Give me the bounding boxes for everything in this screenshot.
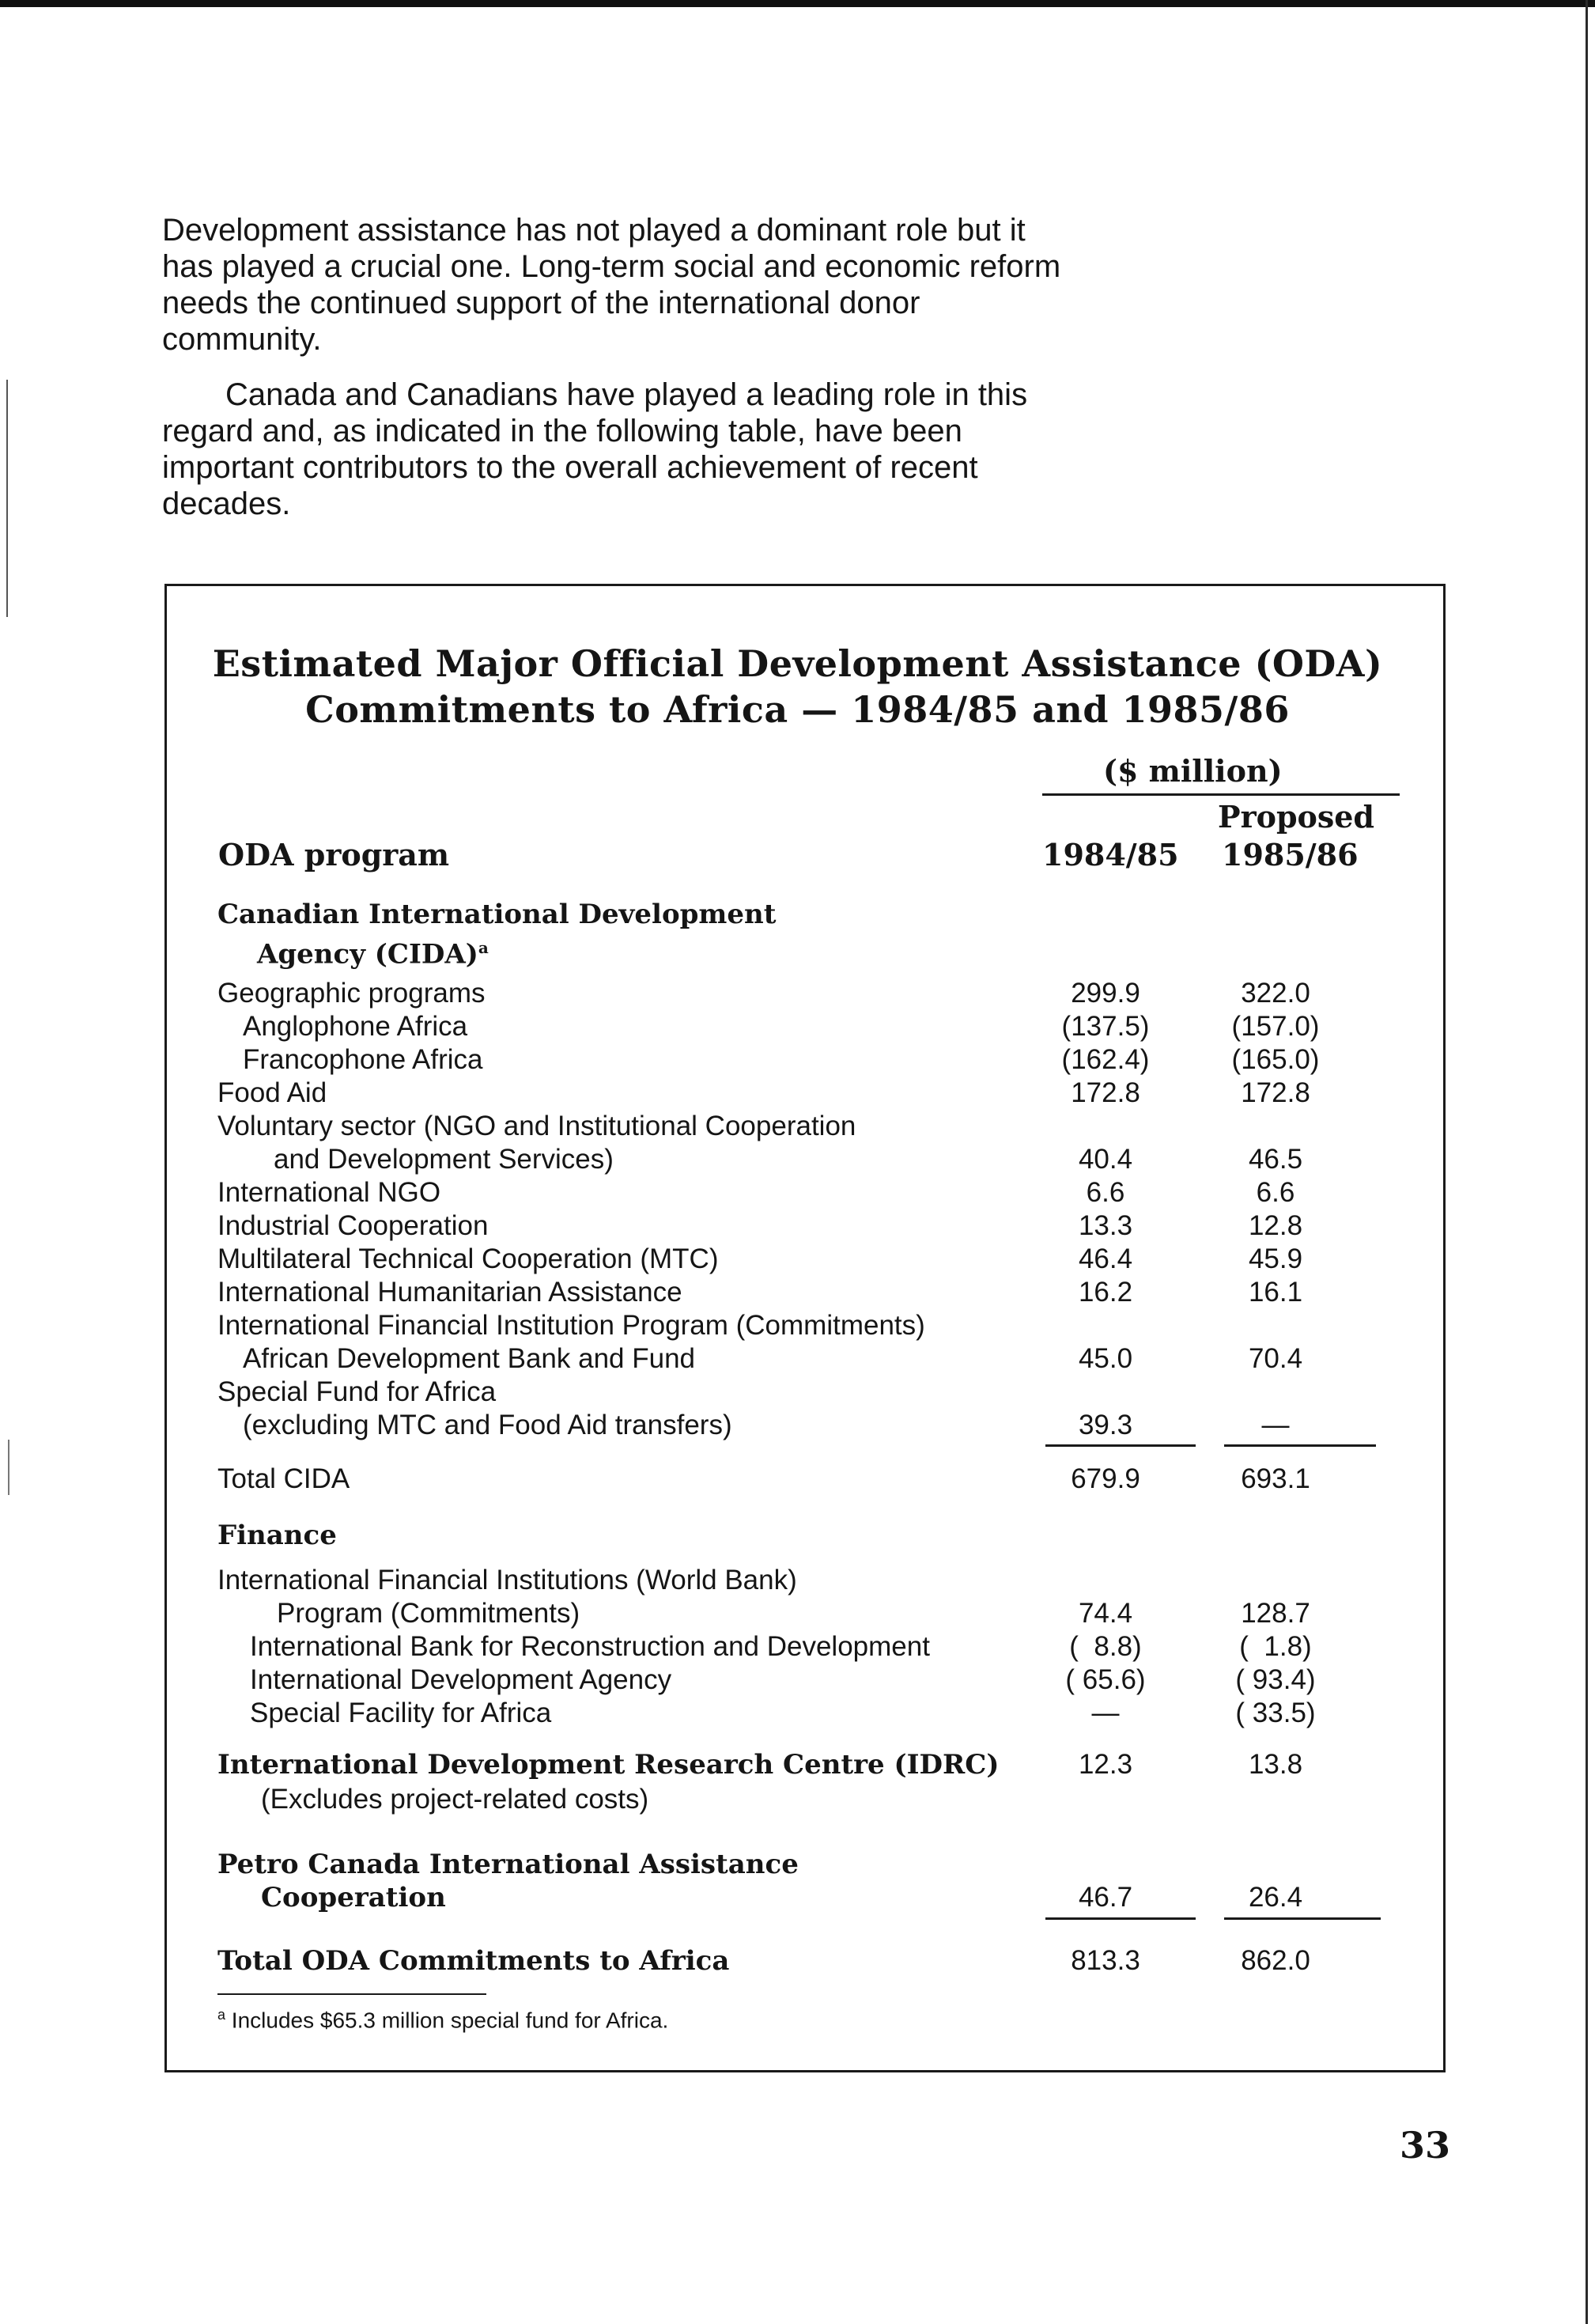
value-1985: 172.8 [1241, 1077, 1310, 1108]
proposed-header: Proposed [1218, 799, 1374, 835]
idrc-heading: International Development Research Centre (IDRC) [217, 1749, 1000, 1781]
value-1985: 13.8 [1248, 1749, 1303, 1780]
finance-heading: Finance [217, 1520, 337, 1551]
value-1985: — [1261, 1410, 1290, 1440]
scan-mark [8, 1440, 9, 1495]
value-1985: 45.9 [1248, 1243, 1303, 1274]
value-1984: (162.4) [1061, 1044, 1150, 1075]
table-title-line-1: Estimated Major Official Development Assistance (ODA) [212, 642, 1383, 685]
table-row: Special Facility for Africa [250, 1698, 552, 1728]
scan-mark [6, 380, 8, 617]
page-edge [1586, 0, 1588, 2324]
value-1984: 679.9 [1071, 1463, 1140, 1494]
table-row: Multilateral Technical Cooperation (MTC) [217, 1243, 719, 1274]
footnote-marker: a [217, 2007, 226, 2023]
table-row: Voluntary sector (NGO and Institutional Cooperation [217, 1111, 856, 1141]
intro-text [162, 212, 1079, 541]
cida-heading-text: Agency (CIDA) [257, 938, 478, 971]
value-1985: 12.8 [1248, 1210, 1303, 1241]
value-1984: 74.4 [1078, 1598, 1133, 1629]
footnote-text: Includes $65.3 million special fund for Africa. [231, 2008, 669, 2033]
value-1985: ( 93.4) [1235, 1664, 1316, 1695]
value-1984: 46.4 [1078, 1243, 1133, 1274]
value-1985: 16.1 [1248, 1277, 1303, 1308]
year-1985-header: 1985/86 [1222, 837, 1359, 872]
value-1985: 46.5 [1248, 1144, 1303, 1175]
table-row: Francophone Africa [243, 1044, 483, 1075]
value-1985: 322.0 [1241, 978, 1310, 1009]
subtotal-rule [1224, 1444, 1376, 1447]
value-1984: 12.3 [1078, 1749, 1133, 1780]
value-1984: 39.3 [1078, 1410, 1133, 1440]
value-1984: — [1091, 1698, 1120, 1728]
table-row: Special Fund for Africa [217, 1376, 497, 1407]
subtotal-rule [1045, 1444, 1196, 1447]
footnote-rule [217, 1993, 486, 1995]
total-rule [1045, 1917, 1196, 1920]
value-1985: 26.4 [1248, 1882, 1303, 1913]
table-row: Industrial Cooperation [217, 1210, 489, 1241]
intro-paragraph-2: Canada and Canadians have played a leading role in this regard and, as indicated in the following table, have been important contributors to the overall achievement of recent decades. [162, 377, 1028, 521]
value-1985: (165.0) [1231, 1044, 1320, 1075]
total-oda-heading: Total ODA Commitments to Africa [217, 1945, 730, 1977]
value-1984: 813.3 [1071, 1945, 1140, 1976]
table-title-line-2: Commitments to Africa — 1984/85 and 1985/86 [305, 688, 1290, 731]
table-row: International Development Agency [250, 1664, 672, 1695]
value-1984: 16.2 [1078, 1277, 1133, 1308]
value-1985: 70.4 [1248, 1343, 1303, 1374]
value-1985: ( 33.5) [1235, 1698, 1316, 1728]
table-row: Food Aid [217, 1077, 327, 1108]
value-1985: 6.6 [1256, 1177, 1295, 1208]
petro-canada-heading-line-2: Cooperation [261, 1882, 446, 1913]
value-1984: 46.7 [1078, 1882, 1133, 1913]
table-row: (excluding MTC and Food Aid transfers) [243, 1410, 732, 1440]
value-1985: 128.7 [1241, 1598, 1310, 1629]
year-1984-header: 1984/85 [1042, 837, 1179, 872]
table-row: International Bank for Reconstruction and Development [250, 1631, 930, 1662]
value-1984: ( 65.6) [1065, 1664, 1146, 1695]
table-row: African Development Bank and Fund [243, 1343, 695, 1374]
petro-canada-heading: Petro Canada International Assistance [217, 1849, 799, 1880]
value-1984: 13.3 [1078, 1210, 1133, 1241]
page-number: 33 [1400, 2124, 1451, 2167]
value-1985: 693.1 [1241, 1463, 1310, 1494]
cida-heading: Canadian International Development [217, 899, 777, 930]
table-footnote [217, 2001, 668, 2034]
total-rule [1224, 1917, 1381, 1920]
value-1984: (137.5) [1061, 1011, 1150, 1042]
units-rule [1042, 793, 1400, 796]
table-row-total-cida: Total CIDA [217, 1463, 350, 1494]
top-border [0, 0, 1595, 7]
value-1984: 172.8 [1071, 1077, 1140, 1108]
value-1985: 862.0 [1241, 1945, 1310, 1976]
value-1984: ( 8.8) [1069, 1631, 1142, 1662]
value-1985: ( 1.8) [1239, 1631, 1312, 1662]
value-1984: 6.6 [1086, 1177, 1125, 1208]
table-row: Anglophone Africa [243, 1011, 468, 1042]
table-row: International Humanitarian Assistance [217, 1277, 682, 1308]
table-row: International Financial Institution Program (Commitments) [217, 1310, 925, 1341]
table-row: Geographic programs [217, 978, 486, 1009]
value-1984: 40.4 [1078, 1144, 1133, 1175]
intro-paragraph-1: Development assistance has not played a dominant role but it has played a crucial one. Long-term social and economic reform needs the continued support of the international donor community. [162, 213, 1061, 357]
table-row: and Development Services) [274, 1144, 614, 1175]
table-row: International Financial Institutions (World Bank) [217, 1565, 797, 1595]
table-row: International NGO [217, 1177, 441, 1208]
cida-heading-line-2 [257, 931, 489, 971]
program-column-header: ODA program [218, 837, 450, 872]
table-row: Program (Commitments) [277, 1598, 580, 1629]
value-1985: (157.0) [1231, 1011, 1320, 1042]
footnote-marker: a [478, 938, 489, 957]
table-row-note: (Excludes project-related costs) [261, 1784, 649, 1815]
units-header: ($ million) [1103, 753, 1283, 789]
value-1984: 299.9 [1071, 978, 1140, 1009]
table-title [0, 641, 1595, 732]
value-1984: 45.0 [1078, 1343, 1133, 1374]
